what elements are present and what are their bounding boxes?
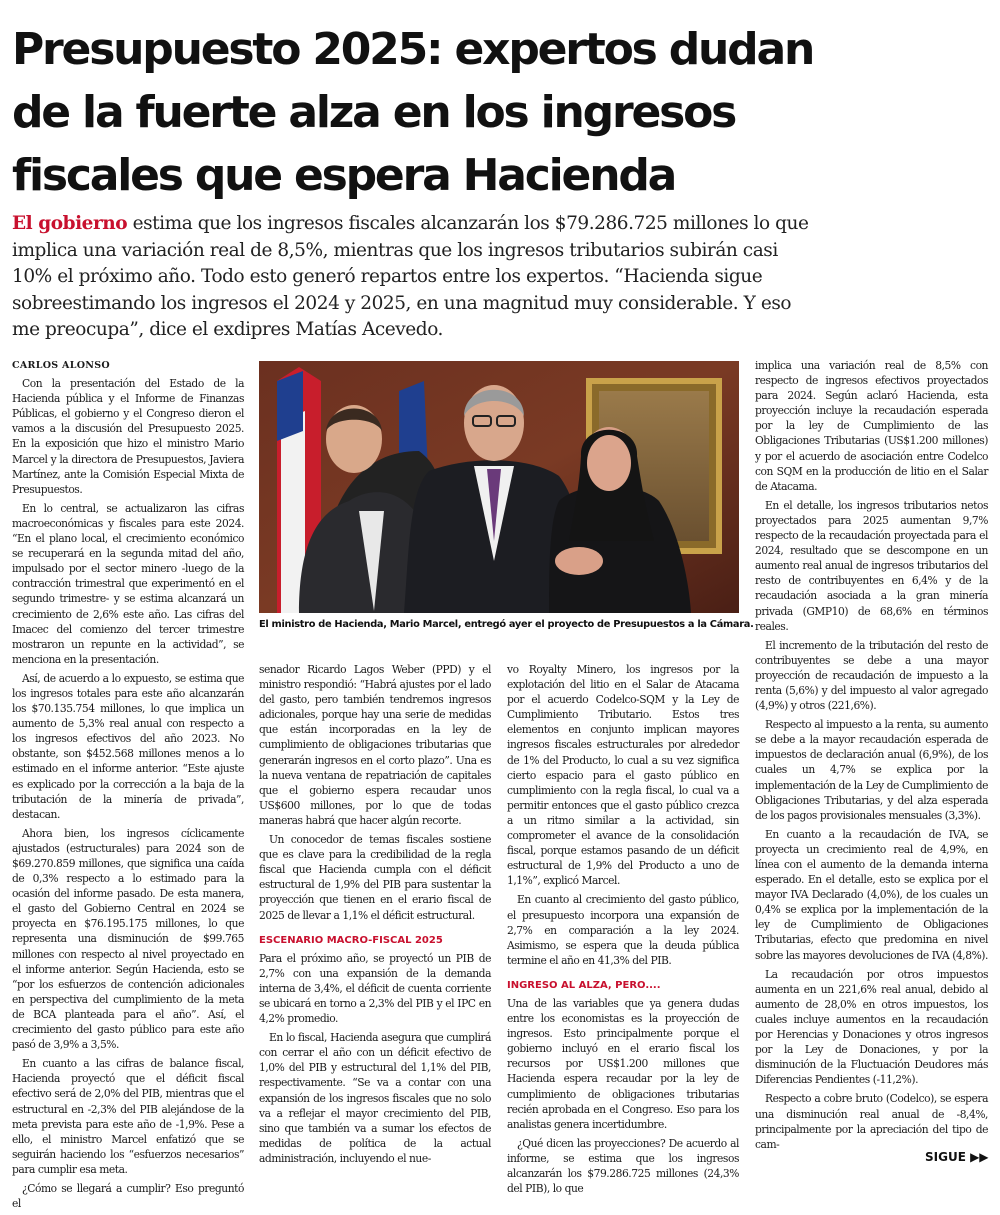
paragraph: El incremento de la tributación del resto de contribuyentes se debe a una mayor proyección de recaudación de impuesto a la renta (5,6%) y del impuesto al valor agregado (4,9%) y otros (221,6%). xyxy=(755,638,988,713)
headline-line: fiscales que espera Hacienda xyxy=(12,150,676,201)
paragraph: Así, de acuerdo a lo expuesto, se estima que los ingresos totales para este año alcanzarán los $70.135.754 millones, lo que implica un aumento de 5,3% real anual con respecto a los ingresos efectivos del año 2023. No obstante, son $452.568 millones menos a lo estimado en el informe anterior. “Este ajuste es explicado por la corrección a la baja de la tributación de la minería de privada”, destacan. xyxy=(12,671,244,821)
paragraph: Respecto a cobre bruto (Codelco), se espera una disminución real anual de -8,4%, principalmente por la apreciación del tipo de cam- xyxy=(755,1092,988,1151)
article-column-3 xyxy=(507,662,739,1200)
lede-line-1 xyxy=(12,211,992,238)
paragraph: En cuanto a la recaudación de IVA, se proyecta un crecimiento real de 4,9%, en línea con el aumento de la demanda interna esperado. En el detalle, esto se explica por el mayor IVA Declarado (4,0%), de los cuales un 0,4% se explica por la implementación de la ley de Cumplimiento de Obligaciones Tributarias, efecto que predomina en nivel sobre las mayores devoluciones de IVA (4,8%). xyxy=(755,827,988,962)
headline-line: de la fuerte alza en los ingresos xyxy=(12,87,736,138)
paragraph: implica una variación real de 8,5% con respecto de ingresos efectivos proyectados para 2024. Según aclaró Hacienda, esta proyección incluye la recaudación esperada por la ley de Cumplimiento de las Obligaciones Tributarias (US$1.200 millones) y por el acuerdo de asociación entre Codelco con SQM en la producción de litio en el Salar de Atacama. xyxy=(755,359,988,493)
paragraph: Para el próximo año, se proyectó un PIB de 2,7% con una expansión de la demanda interna de 3,4%, el déficit de cuenta corriente se ubicará en torno a 2,3% del PIB y el IPC en 4,2% promedio. xyxy=(259,951,491,1026)
paragraph: En lo fiscal, Hacienda asegura que cumplirá con cerrar el año con un déficit efectivo de 1,0% del PIB y estructural del 1,1% del PIB, respectivamente. “Se va a contar con una expansión de los ingresos fiscales que no solo va a reflejar el mayor crecimiento del PIB, sino que también va a sumar los efectos de medidas de política de la actual administración, incluyendo el nue- xyxy=(259,1031,491,1165)
headline xyxy=(12,18,972,207)
subhead-ingreso: INGRESO AL ALZA, PERO.... xyxy=(507,979,661,991)
article-column-2 xyxy=(259,662,491,1170)
paragraph: En cuanto a las cifras de balance fiscal, Hacienda proyectó que el déficit fiscal efectivo será de 2,0% del PIB, mientras que el estructural en -2,3% del PIB alejándose de la meta prevista para este año de -1,9%. Pese a ello, el ministro Marcel enfatizó que se seguirán haciendo los “esfuerzos necesarios” para cumplir esa meta. xyxy=(12,1057,244,1176)
photo-caption: El ministro de Hacienda, Mario Marcel, entregó ayer el proyecto de Presupuestos a la Cámara. xyxy=(259,619,754,630)
headline-line: Presupuesto 2025: expertos dudan xyxy=(12,24,814,75)
paragraph: ¿Cómo se llegará a cumplir? Eso preguntó el xyxy=(12,1181,244,1211)
paragraph: senador Ricardo Lagos Weber (PPD) y el ministro respondió: “Habrá ajustes por el lado del gasto, pero también tendremos ingresos adicionales, porque hay una serie de medidas que están incorporadas en la ley de cumplimiento de obligaciones tributarias que generarán ingresos en el corto plazo”. Una es la nueva ventana de repatriación de capitales que el gobierno espera recaudar unos US$600 millones, por lo que de todas maneras habrá que hacer algún recorte. xyxy=(259,663,491,827)
paragraph: vo Royalty Minero, los ingresos por la explotación del litio en el Salar de Atacama por el acuerdo Codelco-SQM y la Ley de Cumplimiento Tributario. Estos tres elementos en conjunto implican mayores ingresos fiscales estructurales por alrededor de 1% del Producto, lo cual a su vez significa cierto espacio para el gasto público en cumplimiento con la regla fiscal, lo cual va a permitir entonces que el gasto público crezca a un ritmo similar a la actividad, sin comprometer el avance de la consolidación fiscal, porque estamos pasando de un déficit estructural de 1,9% del Producto a uno de 1,1%”, explicó Marcel. xyxy=(507,663,739,888)
lede-line: sobreestimando los ingresos el 2024 y 2025, en una magnitud muy considerable. Y eso xyxy=(12,292,792,314)
paragraph: En el detalle, los ingresos tributarios netos proyectados para 2025 aumentan 9,7% respecto de la recaudación proyectada para el 2024, resultado que se descompone en un aumento real anual de ingresos tributarios del resto de contribuyentes en 6,4% y de la recaudación asociada a la gran minería privada (GMP10) de 68,6% en términos reales. xyxy=(755,498,988,633)
subhead-escenario: ESCENARIO MACRO-FISCAL 2025 xyxy=(259,934,443,946)
lede xyxy=(12,211,992,344)
lede-line: me preocupa”, dice el exdipres Matías Acevedo. xyxy=(12,319,443,340)
lede-line: 10% el próximo año. Todo esto generó repartos entre los expertos. “Hacienda sigue xyxy=(12,266,763,287)
paragraph: Un conocedor de temas fiscales sostiene que es clave para la credibilidad de la regla fiscal que Hacienda cumpla con el déficit estructural de 1,9% del PIB para sustentar la proyección que tienen en el erario fiscal de 2025 de llevar a 1,1% el déficit estructural. xyxy=(259,833,491,922)
paragraph: En lo central, se actualizaron las cifras macroeconómicas y fiscales para este 2024. “En el plano local, el crecimiento económico se recuperará en la segunda mitad del año, impulsado por el sector minero -luego de la contracción trimestral que experimentó en el segundo trimestre- y se estima alcanzará un crecimiento de 2,6% este año. Las cifras del Imacec del comienzo del tercer trimestre mostraron un repunte en la actividad”, se menciona en la presentación. xyxy=(12,501,244,666)
paragraph: Ahora bien, los ingresos cíclicamente ajustados (estructurales) para 2024 son de $69.270.859 millones, que significa una caída de 0,3% respecto a lo estimado para la ocasión del informe pasado. De esta manera, el gasto del Gobierno Central en 2024 se proyecta en $76.195.175 millones, lo que representa una disminución de $99.765 millones con respecto al nivel proyectado en el informe anterior. Según Hacienda, esto se “por los esfuerzos de contención adicionales en perspectiva del cumplimiento de la meta de BCA planteada para el año”. Así, el crecimiento del gasto público para este año pasó de 3,9% a 3,5%. xyxy=(12,826,244,1052)
photo-illustration xyxy=(259,361,739,613)
paragraph: Una de las variables que ya genera dudas entre los economistas es la proyección de ingresos. Esto principalmente porque el gobierno incluyó en el erario fiscal los recursos por US$1.200 millones que Hacienda espera recaudar por la ley de cumplimiento de obligaciones tributarias recién aprobada en el Congreso. Eso para los analistas genera incertidumbre. xyxy=(507,996,739,1131)
paragraph: En cuanto al crecimiento del gasto público, el presupuesto incorpora una expansión de 2,7% en comparación a la ley 2024. Asimismo, se espera que la deuda pública termine el año en 41,3% del PIB. xyxy=(507,893,739,967)
article-column-1 xyxy=(12,358,244,1215)
continue-marker: SIGUE ▶▶ xyxy=(925,1150,989,1164)
paragraph: La recaudación por otros impuestos aumenta en un 221,6% real anual, debido al aumento de 28,0% en otros impuestos, los cuales incluye aumentos en la recaudación por Herencias y Donaciones y otros ingresos por la Ley de Donaciones, y por la disminución de la Fluctuación Deudores más Diferencias Pendientes (-11,2%). xyxy=(755,967,988,1087)
lede-line-text: estima que los ingresos fiscales alcanzarán los $79.286.725 millones lo que xyxy=(127,213,809,234)
byline: CARLOS ALONSO xyxy=(12,360,110,371)
paragraph: Con la presentación del Estado de la Hacienda pública y el Informe de Finanzas Públicas, el gobierno y el Congreso dieron el vamos a la discusión del Presupuesto 2025. En la exposición que hizo el ministro Mario Marcel y la directora de Presupuestos, Javiera Martínez, ante la Comisión Especial Mixta de Presupuestos. xyxy=(12,377,244,496)
paragraph: Respecto al impuesto a la renta, su aumento se debe a la mayor recaudación esperada de impuestos de declaración anual (6,9%), de los cuales un 4,7% se explica por la implementación de la Ley de Cumplimiento de Obligaciones Tributarias, y del alza esperada de los pagos provisionales mensuales (3,3%). xyxy=(755,718,989,822)
lede-lead-in: El gobierno xyxy=(12,213,128,234)
paragraph: ¿Qué dicen las proyecciones? De acuerdo al informe, se estima que los ingresos alcanzarán los $79.286.725 millones (24,3% del PIB), lo que xyxy=(507,1136,739,1196)
article-column-4 xyxy=(755,358,988,1156)
lede-line: implica una variación real de 8,5%, mientras que los ingresos tributarios subirán casi xyxy=(12,239,778,261)
news-photo xyxy=(259,361,739,613)
